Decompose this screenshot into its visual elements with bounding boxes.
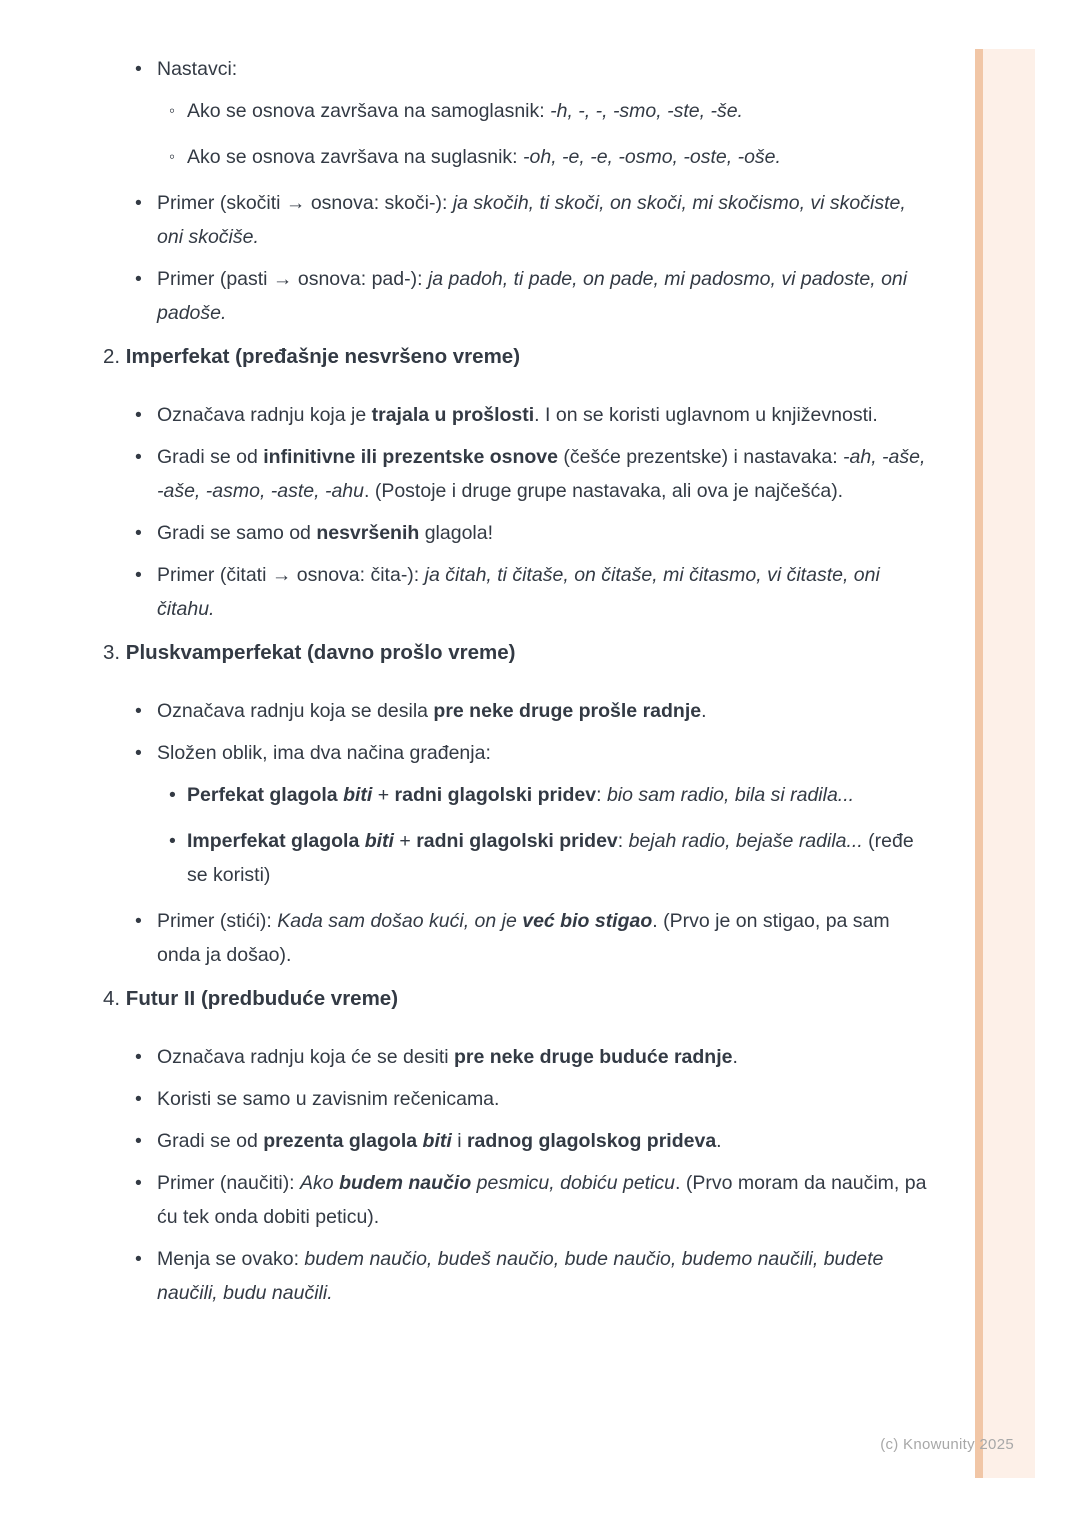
list-item-text <box>157 440 936 508</box>
text-segment: ja čitah, ti čitaše, on čitaše, mi čitasmo, vi čitaste, oni čitahu. <box>157 564 880 620</box>
text-segment: . (Postoje i druge grupe nastavaka, ali ova je najčešća). <box>364 480 844 502</box>
text-segment: nesvršenih <box>316 522 420 544</box>
text-segment: trajala u prošlosti <box>371 404 535 426</box>
bullet-icon: • <box>135 1088 142 1110</box>
text-segment: Imperfekat glagola <box>187 830 365 852</box>
bullet-icon: • <box>169 830 176 852</box>
list-item <box>103 904 936 972</box>
bullet-icon: • <box>135 268 142 290</box>
text-segment: Ako se osnova završava na samoglasnik: <box>187 100 551 122</box>
list-item <box>103 778 936 812</box>
highlight-strip-right <box>975 49 1035 1478</box>
list-item-text <box>187 140 936 174</box>
bullet-icon: • <box>135 192 142 214</box>
list-item-text <box>157 904 936 972</box>
text-segment: Futur II (predbuduće vreme) <box>125 987 399 1010</box>
section-heading <box>103 984 936 1014</box>
text-segment: . (Prvo je on stigao, pa sam onda ja došao). <box>157 910 890 966</box>
text-segment: . <box>732 1046 738 1068</box>
bullet-icon: • <box>169 784 176 806</box>
list-item <box>103 440 936 508</box>
bullet-icon: • <box>135 1248 142 1270</box>
text-segment: prezenta glagola <box>263 1130 423 1152</box>
text-segment: Imperfekat (pređašnje nesvršeno vreme) <box>125 345 521 368</box>
list-item-text <box>157 1040 936 1074</box>
text-segment: bio sam radio, bila si radila... <box>606 784 855 806</box>
text-segment: -h, -, -, -smo, -ste, -še. <box>550 100 743 122</box>
list-item <box>103 558 936 626</box>
bullet-icon: • <box>135 1046 142 1068</box>
text-segment: ja skočih, ti skoči, on skoči, mi skočismo, vi skočiste, oni skočiše. <box>157 192 906 248</box>
text-segment: : <box>617 830 629 852</box>
text-segment: 3. <box>103 641 126 664</box>
list-item-text <box>157 398 936 432</box>
text-segment: : <box>596 784 607 806</box>
text-segment: 2. <box>103 345 126 368</box>
text-segment: (češće prezentske) i nastavaka: <box>557 446 844 468</box>
text-segment: + <box>393 830 417 852</box>
list-item-text <box>157 1166 936 1234</box>
copyright-watermark: (c) Knowunity 2025 <box>880 1436 1014 1453</box>
text-segment: biti <box>422 1130 452 1152</box>
bullet-icon: • <box>135 446 142 468</box>
bullet-icon: • <box>135 742 142 764</box>
list-item-text <box>157 516 936 550</box>
text-segment: Ako <box>300 1172 340 1194</box>
text-segment: Označava radnju koja se desila <box>157 700 434 722</box>
text-segment: Kada sam došao kući, on je <box>277 910 523 932</box>
list-item-text <box>157 1242 936 1310</box>
list-item-text <box>187 778 936 812</box>
bullet-icon: • <box>135 1172 142 1194</box>
list-item <box>103 186 936 254</box>
circle-bullet-icon: ◦ <box>169 147 176 166</box>
list-item <box>103 824 936 892</box>
text-segment: Menja se ovako: <box>157 1248 305 1270</box>
notes-content <box>103 52 936 1318</box>
bullet-icon: • <box>135 910 142 932</box>
text-segment: -ah, -aše, -aše, -asmo, -aste, -ahu <box>157 446 926 502</box>
list-item <box>103 262 936 330</box>
text-segment: Perfekat glagola <box>187 784 344 806</box>
list-item <box>103 694 936 728</box>
text-segment: pre neke druge prošle radnje <box>433 700 702 722</box>
text-segment: + <box>372 784 395 806</box>
text-segment: pesmicu, dobiću peticu <box>471 1172 676 1194</box>
list-item-text <box>157 186 936 254</box>
list-item-text <box>157 736 936 770</box>
text-segment: radni glagolski pridev <box>394 784 597 806</box>
text-segment: Primer (naučiti): <box>157 1172 301 1194</box>
text-segment: Gradi se od <box>157 446 264 468</box>
text-segment: budem naučio <box>339 1172 472 1194</box>
text-segment: Gradi se od <box>157 1130 264 1152</box>
text-segment: ja padoh, ti pade, on pade, mi padosmo, vi padoste, oni padoše. <box>157 268 908 324</box>
text-segment: bejah radio, bejaše radila... <box>628 830 863 852</box>
list-item <box>103 1242 936 1310</box>
text-segment: biti <box>343 784 373 806</box>
list-item-text <box>187 94 936 128</box>
text-segment: infinitivne ili prezentske osnove <box>263 446 558 468</box>
bullet-icon: • <box>135 700 142 722</box>
bullet-icon: • <box>135 404 142 426</box>
text-segment: i <box>451 1130 467 1152</box>
text-segment: Primer (skočiti → osnova: skoči-): <box>157 192 453 214</box>
text-segment: već bio stigao <box>522 910 653 932</box>
text-segment: Označava radnju koja će se desiti <box>157 1046 454 1068</box>
list-item-text <box>187 824 936 892</box>
bullet-icon: • <box>135 522 142 544</box>
text-segment: Označava radnju koja je <box>157 404 372 426</box>
list-item <box>103 736 936 770</box>
list-item <box>103 1040 936 1074</box>
text-segment: pre neke druge buduće radnje <box>454 1046 733 1068</box>
list-item <box>103 1082 936 1116</box>
list-item <box>103 94 936 128</box>
section-heading <box>103 342 936 372</box>
text-segment: . I on se koristi uglavnom u književnosti. <box>534 404 878 426</box>
text-segment: Ako se osnova završava na suglasnik: <box>187 146 524 168</box>
list-item-text <box>157 262 936 330</box>
text-segment: Primer (stići): <box>157 910 278 932</box>
text-segment: Složen oblik, ima dva načina građenja: <box>157 742 491 764</box>
text-segment: . <box>716 1130 722 1152</box>
list-item-text <box>157 52 936 86</box>
text-segment: Nastavci: <box>157 58 238 80</box>
list-item <box>103 1166 936 1234</box>
text-segment: biti <box>364 830 394 852</box>
bullet-icon: • <box>135 1130 142 1152</box>
bullet-icon: • <box>135 58 142 80</box>
text-segment: budem naučio, budeš naučio, bude naučio, budemo naučili, budete naučili, budu naučili. <box>157 1248 884 1304</box>
text-segment: Gradi se samo od <box>157 522 317 544</box>
list-item-text <box>157 1082 936 1116</box>
list-item <box>103 516 936 550</box>
list-item-text <box>157 1124 936 1158</box>
text-segment: -oh, -e, -e, -osmo, -oste, -oše. <box>523 146 781 168</box>
list-item <box>103 140 936 174</box>
bullet-icon: • <box>135 564 142 586</box>
list-item <box>103 1124 936 1158</box>
text-segment: . <box>701 700 707 722</box>
text-segment: 4. <box>103 987 126 1010</box>
list-item-text <box>157 694 936 728</box>
text-segment: Primer (čitati → osnova: čita-): <box>157 564 425 586</box>
text-segment: Pluskvamperfekat (davno prošlo vreme) <box>125 641 516 664</box>
text-segment: radni glagolski pridev <box>416 830 618 852</box>
section-heading <box>103 638 936 668</box>
text-segment: (ređe se koristi) <box>187 830 914 886</box>
text-segment: . (Prvo moram da naučim, pa ću tek onda dobiti peticu). <box>157 1172 927 1228</box>
text-segment: Primer (pasti → osnova: pad-): <box>157 268 428 290</box>
text-segment: radnog glagolskog prideva <box>466 1130 717 1152</box>
list-item <box>103 398 936 432</box>
circle-bullet-icon: ◦ <box>169 101 176 120</box>
text-segment: glagola! <box>419 522 494 544</box>
list-item <box>103 52 936 86</box>
text-segment: Koristi se samo u zavisnim rečenicama. <box>157 1088 500 1110</box>
list-item-text <box>157 558 936 626</box>
